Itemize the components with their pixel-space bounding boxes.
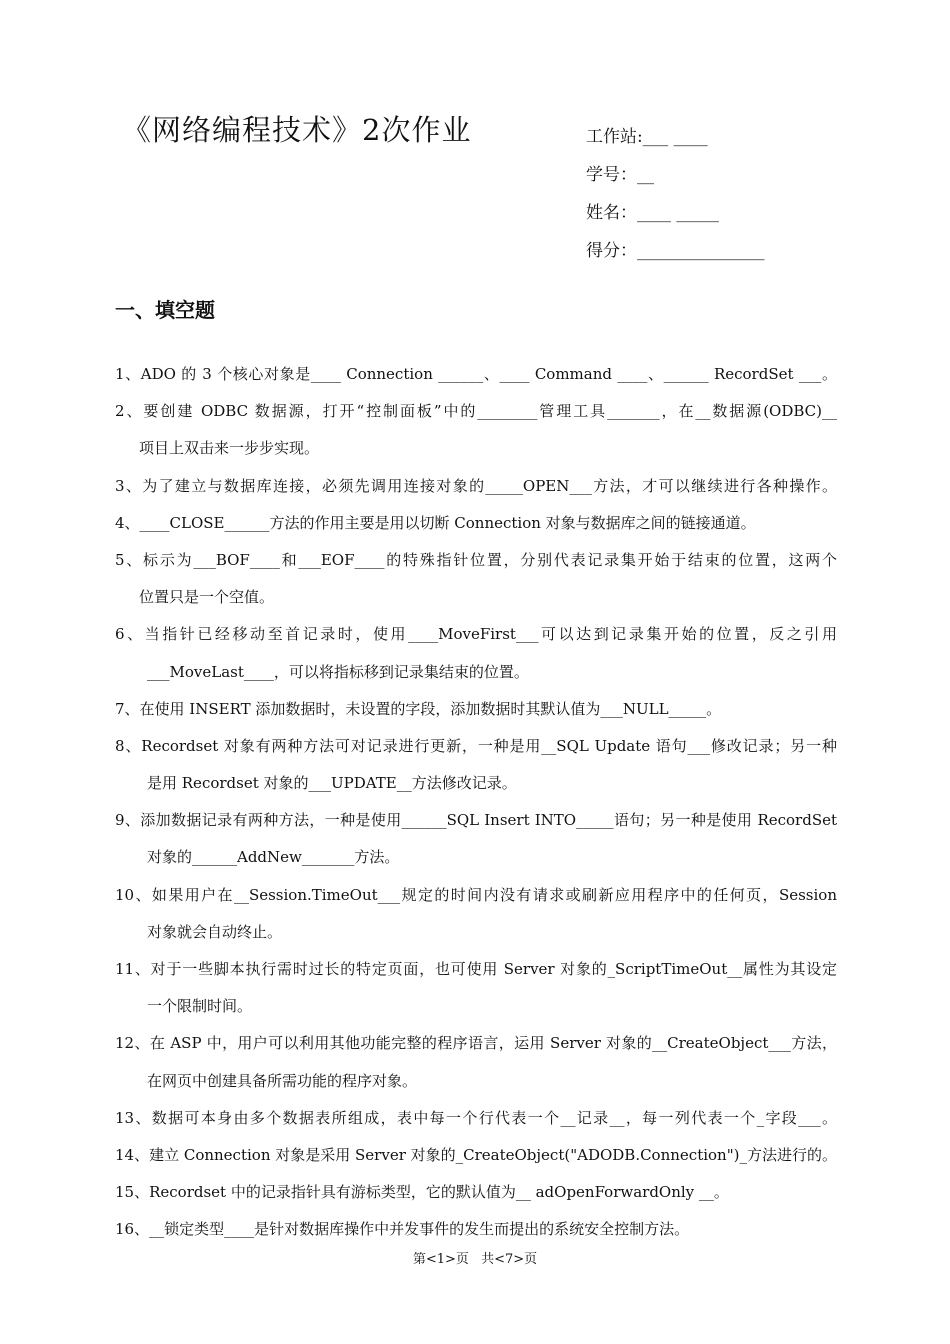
section-heading: 一、填空题 <box>115 298 215 322</box>
question-list <box>115 356 837 1249</box>
workstation-field: 工作站:___ ____ <box>586 127 708 147</box>
question-line: 8、Recordset 对象有两种方法可对记录进行更新，一种是用__SQL Update 语句___修改记录；另一种 <box>115 736 837 755</box>
question-line: 2、要创建 ODBC 数据源，打开“控制面板”中的________管理工具_______，在__数据源(ODBC)__ <box>115 402 837 421</box>
question-line: ___MoveLast____，可以将指标移到记录集结束的位置。 <box>147 662 529 681</box>
question-line: 7、在使用 INSERT 添加数据时，未设置的字段，添加数据时其默认值为___NULL_____。 <box>115 699 722 718</box>
question-line: 11、对于一些脚本执行需时过长的特定页面，也可使用 Server 对象的_ScriptTimeOut__属性为其设定 <box>115 960 837 978</box>
question-line: 对象就会自动终止。 <box>147 922 283 941</box>
question-7 <box>115 691 837 728</box>
question-line: 5、标示为___BOF____和___EOF____的特殊指针位置，分别代表记录集开始于结束的位置，这两个 <box>115 550 837 569</box>
question-5 <box>115 542 837 616</box>
question-3 <box>115 468 837 505</box>
page-number: 第<1>页 <box>412 1252 469 1267</box>
student-info-block <box>586 124 765 276</box>
question-14 <box>115 1137 837 1174</box>
question-8 <box>115 728 837 802</box>
question-16 <box>115 1211 837 1248</box>
question-11 <box>115 951 837 1025</box>
question-line: 15、Recordset 中的记录指针具有游标类型，它的默认值为__ adOpenForwardOnly __。 <box>115 1183 729 1202</box>
page-total: 共<7>页 <box>481 1252 538 1267</box>
question-line: 6、当指针已经移动至首记录时，使用____MoveFirst___可以达到记录集开始的位置，反之引用 <box>115 625 837 644</box>
score-field: 得分：_______________ <box>586 241 765 261</box>
question-line: 14、建立 Connection 对象是采用 Server 对象的_CreateObject("ADODB.Connection")_方法进行的。 <box>115 1145 837 1164</box>
page-footer <box>0 1248 950 1267</box>
question-line: 12、在 ASP 中，用户可以利用其他功能完整的程序语言，运用 Server 对象的__CreateObject___方法， <box>115 1034 837 1053</box>
document-title: 《网络编程技术》2次作业 <box>122 113 472 147</box>
question-line: 1、ADO 的 3 个核心对象是____ Connection ______、____ Command ____、______ RecordSet ___。 <box>115 365 837 383</box>
question-line: 13、数据可本身由多个数据表所组成，表中每一个行代表一个__记录__，每一列代表一个_字段___。 <box>115 1108 837 1127</box>
question-1 <box>115 356 837 393</box>
question-9 <box>115 802 837 876</box>
question-15 <box>115 1174 837 1211</box>
question-line: 对象的______AddNew_______方法。 <box>147 848 400 867</box>
question-line: 4、____CLOSE______方法的作用主要是用以切断 Connection 对象与数据库之间的链接通道。 <box>115 513 756 532</box>
question-line: 10、如果用户在__Session.TimeOut___规定的时间内没有请求或刷新应用程序中的任何页，Session <box>115 885 837 904</box>
question-6 <box>115 616 837 690</box>
question-line: 是用 Recordset 对象的___UPDATE__方法修改记录。 <box>147 774 517 793</box>
question-line: 3、为了建立与数据库连接，必须先调用连接对象的_____OPEN___方法，才可以继续进行各种操作。 <box>115 476 837 495</box>
question-line: 16、__锁定类型____是针对数据库操作中并发事件的发生而提出的系统安全控制方法。 <box>115 1220 690 1239</box>
question-4 <box>115 505 837 542</box>
question-12 <box>115 1025 837 1099</box>
student-id-field: 学号：__ <box>586 165 654 185</box>
question-10 <box>115 877 837 951</box>
question-line: 9、添加数据记录有两种方法，一种是使用______SQL Insert INTO_____语句；另一种是使用 RecordSet <box>115 811 837 830</box>
question-line: 一个限制时间。 <box>147 997 253 1016</box>
question-line: 位置只是一个空值。 <box>139 588 275 607</box>
question-line: 项目上双击来一步步实现。 <box>139 439 320 458</box>
question-2 <box>115 393 837 467</box>
name-field: 姓名：____ _____ <box>586 203 719 223</box>
question-13 <box>115 1100 837 1137</box>
question-line: 在网页中创建具备所需功能的程序对象。 <box>147 1071 418 1090</box>
